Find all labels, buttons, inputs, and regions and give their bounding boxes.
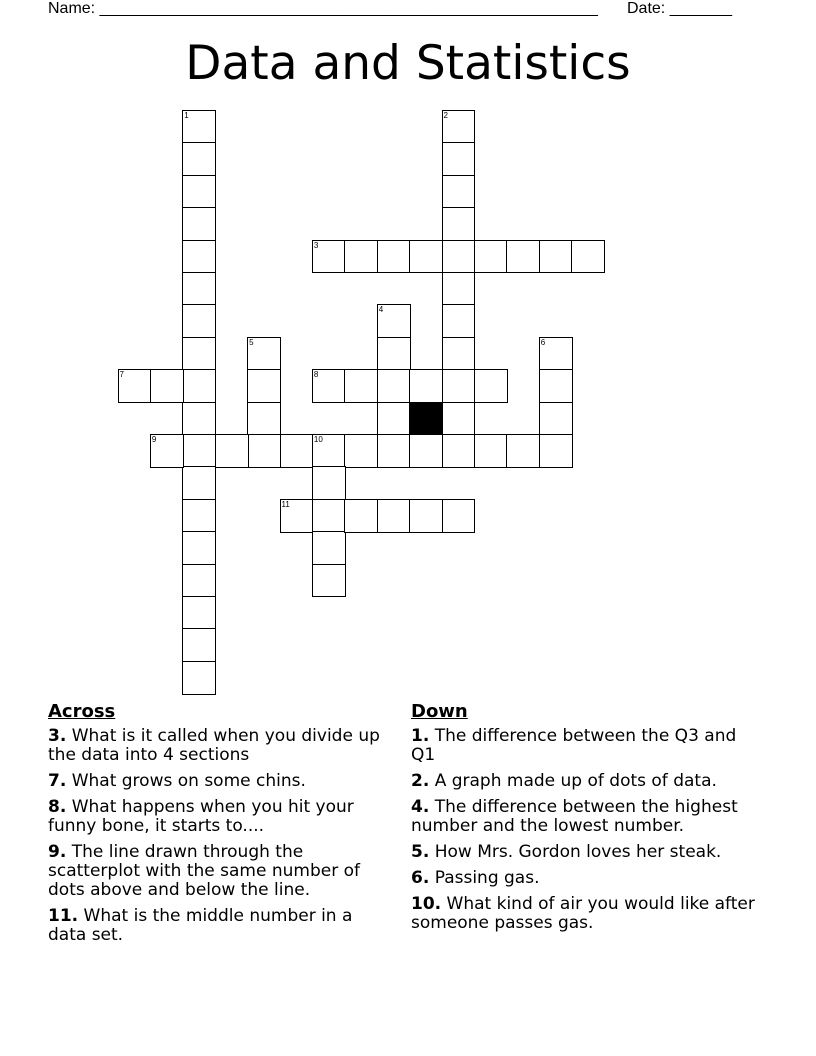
clue-text: What is it called when you divide up the data into 4 sections xyxy=(48,726,380,765)
page-title: Data and Statistics xyxy=(185,36,631,91)
grid-cell[interactable] xyxy=(182,110,216,144)
grid-cell[interactable] xyxy=(409,369,443,403)
grid-cell[interactable] xyxy=(474,434,508,468)
clue-text: The difference between the highest number and the lowest number. xyxy=(411,797,738,836)
grid-cell[interactable] xyxy=(150,369,184,403)
grid-cell[interactable] xyxy=(377,337,411,371)
grid-cell[interactable] xyxy=(539,369,573,403)
across-clue xyxy=(48,907,393,945)
across-clue xyxy=(48,772,393,791)
grid-cell[interactable] xyxy=(409,434,443,468)
grid-cell[interactable] xyxy=(539,402,573,436)
clue-number: 8. xyxy=(48,797,67,817)
grid-cell[interactable] xyxy=(442,434,476,468)
grid-cell[interactable] xyxy=(182,402,216,436)
grid-cell[interactable] xyxy=(377,434,411,468)
clue-number: 7. xyxy=(48,771,67,791)
grid-cell[interactable] xyxy=(182,661,216,695)
grid-cell[interactable] xyxy=(409,240,443,274)
grid-cell[interactable] xyxy=(571,240,605,274)
clue-number: 8 xyxy=(313,370,319,380)
down-heading: Down xyxy=(411,701,468,722)
clue-number: 10 xyxy=(313,435,323,444)
clue-number: 4. xyxy=(411,797,430,817)
grid-cell[interactable] xyxy=(118,369,152,403)
clue-number: 9 xyxy=(151,435,157,444)
clue-number: 10. xyxy=(411,894,442,914)
grid-cell[interactable] xyxy=(344,499,378,533)
grid-cell[interactable] xyxy=(182,207,216,241)
grid-cell[interactable] xyxy=(312,434,346,468)
grid-cell[interactable] xyxy=(442,240,476,274)
clue-number: 1. xyxy=(411,726,430,746)
down-clue xyxy=(411,772,756,791)
clue-number: 9. xyxy=(48,842,67,862)
clue-number: 3. xyxy=(48,726,67,746)
grid-cell[interactable] xyxy=(182,466,216,500)
clue-number: 11 xyxy=(281,499,290,509)
grid-cell[interactable] xyxy=(182,337,216,371)
grid-cell[interactable] xyxy=(344,240,378,274)
clue-number: 7 xyxy=(119,370,124,380)
down-clues xyxy=(411,701,756,940)
grid-cell[interactable] xyxy=(442,337,476,371)
grid-cell[interactable] xyxy=(409,499,443,533)
grid-cell[interactable] xyxy=(182,434,216,468)
down-clue xyxy=(411,798,756,836)
down-clue xyxy=(411,843,756,862)
across-clue xyxy=(48,798,393,836)
clue-number: 5. xyxy=(411,842,430,862)
grid-cell[interactable] xyxy=(442,175,476,209)
grid-cell[interactable] xyxy=(442,110,476,144)
grid-cell[interactable] xyxy=(506,434,540,468)
clue-number: 1 xyxy=(184,111,189,120)
across-heading: Across xyxy=(48,701,116,722)
down-clue xyxy=(411,895,756,933)
black-cell xyxy=(409,402,443,436)
grid-cell[interactable] xyxy=(442,402,476,436)
across-clues xyxy=(48,701,393,952)
grid-cell[interactable] xyxy=(182,304,216,338)
date-field-label: Date: _______ xyxy=(627,0,732,17)
grid-cell[interactable] xyxy=(247,369,281,403)
grid-cell[interactable] xyxy=(312,240,346,274)
down-clue xyxy=(411,727,756,765)
clue-number: 3 xyxy=(313,240,319,250)
grid-cell[interactable] xyxy=(215,434,249,468)
clue-number: 6 xyxy=(540,337,546,347)
clue-number: 2. xyxy=(411,771,430,791)
grid-cell[interactable] xyxy=(182,596,216,630)
down-clue xyxy=(411,869,756,888)
grid-cell[interactable] xyxy=(506,240,540,274)
grid-cell[interactable] xyxy=(442,207,476,241)
clue-text: What kind of air you would like after someone passes gas. xyxy=(411,894,755,933)
grid-cell[interactable] xyxy=(280,434,314,468)
grid-cell[interactable] xyxy=(280,499,314,533)
grid-cell[interactable] xyxy=(182,531,216,565)
grid-cell[interactable] xyxy=(182,499,216,533)
clue-number: 4 xyxy=(378,305,384,315)
grid-cell[interactable] xyxy=(442,499,476,533)
grid-cell[interactable] xyxy=(182,369,216,403)
grid-cell[interactable] xyxy=(182,272,216,306)
grid-cell[interactable] xyxy=(312,564,346,598)
grid-cell[interactable] xyxy=(377,402,411,436)
grid-cell[interactable] xyxy=(442,142,476,176)
grid-cell[interactable] xyxy=(247,402,281,436)
grid-cell[interactable] xyxy=(312,531,346,565)
grid-cell[interactable] xyxy=(442,272,476,306)
grid-cell[interactable] xyxy=(312,499,346,533)
grid-cell[interactable] xyxy=(150,434,184,468)
grid-cell[interactable] xyxy=(344,434,378,468)
clue-text: What happens when you hit your funny bone, it starts to.... xyxy=(48,797,354,836)
grid-cell[interactable] xyxy=(474,369,508,403)
grid-cell[interactable] xyxy=(312,466,346,500)
grid-cell[interactable] xyxy=(539,434,573,468)
grid-cell[interactable] xyxy=(377,499,411,533)
clue-text: How Mrs. Gordon loves her steak. xyxy=(429,842,722,862)
clue-text: The line drawn through the scatterplot with the same number of dots above and below the line. xyxy=(48,842,360,900)
grid-cell[interactable] xyxy=(377,240,411,274)
grid-cell[interactable] xyxy=(344,369,378,403)
across-clue xyxy=(48,843,393,900)
grid-cell[interactable] xyxy=(312,369,346,403)
grid-cell[interactable] xyxy=(182,142,216,176)
clue-text: Passing gas. xyxy=(429,868,540,888)
clue-number: 5 xyxy=(249,337,254,347)
grid-cell[interactable] xyxy=(182,175,216,209)
clue-number: 11. xyxy=(48,906,79,926)
grid-cell[interactable] xyxy=(182,240,216,274)
clue-number: 6. xyxy=(411,868,430,888)
clue-text: What is the middle number in a data set. xyxy=(48,906,353,945)
grid-cell[interactable] xyxy=(377,369,411,403)
grid-cell[interactable] xyxy=(247,434,281,468)
grid-cell[interactable] xyxy=(442,369,476,403)
grid-cell[interactable] xyxy=(377,304,411,338)
grid-cell[interactable] xyxy=(539,240,573,274)
grid-cell[interactable] xyxy=(539,337,573,371)
grid-cell[interactable] xyxy=(182,628,216,662)
grid-cell[interactable] xyxy=(247,337,281,371)
clue-text: The difference between the Q3 and Q1 xyxy=(411,726,737,765)
grid-cell[interactable] xyxy=(442,304,476,338)
grid-cell[interactable] xyxy=(474,240,508,274)
clue-number: 2 xyxy=(443,111,448,120)
clue-text: A graph made up of dots of data. xyxy=(429,771,717,791)
name-field-label: Name: ________________________________________________________ xyxy=(48,0,598,17)
clue-text: What grows on some chins. xyxy=(66,771,306,791)
grid-cell[interactable] xyxy=(182,564,216,598)
across-clue xyxy=(48,727,393,765)
